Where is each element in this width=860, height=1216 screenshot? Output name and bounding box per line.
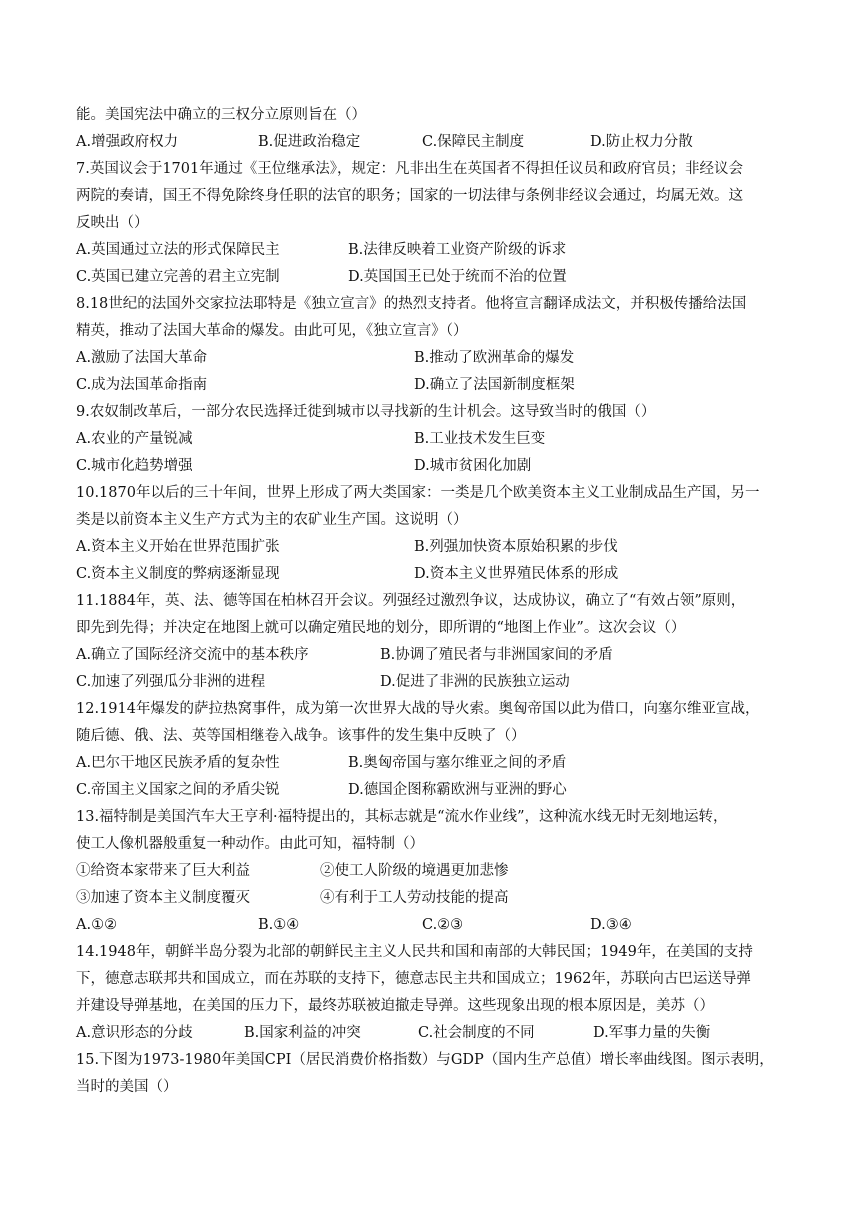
option-c: C.保障民主制度 xyxy=(422,134,525,150)
question-8-stem-line1: 8.18世纪的法国外交家拉法耶特是《独立宣言》的热烈支持者。他将宣言翻译成法文，并积极传播给法国 xyxy=(76,296,747,312)
option-b: B.列强加快资本原始积累的步伐 xyxy=(414,539,618,555)
question-9-options-ab xyxy=(76,426,786,453)
option-b: B.奥匈帝国与塞尔维亚之间的矛盾 xyxy=(348,755,567,771)
question-12-options-ab xyxy=(76,750,786,777)
exam-page xyxy=(76,102,786,1101)
option-d: D.促进了非洲的民族独立运动 xyxy=(380,674,570,690)
question-13-options xyxy=(76,912,786,939)
option-a: A.英国通过立法的形式保障民主 xyxy=(76,242,280,258)
question-11-options-cd xyxy=(76,669,786,696)
question-11-stem-line1: 11.1884年，英、法、德等国在柏林召开会议。列强经过激烈争议，达成协议，确立了“有效占领”原则， xyxy=(76,593,746,609)
option-b: B.推动了欧洲革命的爆发 xyxy=(414,350,575,366)
option-a: A.确立了国际经济交流中的基本秩序 xyxy=(76,647,309,663)
question-6-options xyxy=(76,129,786,156)
question-14-options xyxy=(76,1020,786,1047)
option-a: A.①② xyxy=(76,917,118,933)
option-d: D.英国国王已处于统而不治的位置 xyxy=(348,269,567,285)
question-7-options-ab xyxy=(76,237,786,264)
option-b: B.促进政治稳定 xyxy=(258,134,361,150)
option-c: C.城市化趋势增强 xyxy=(76,458,193,474)
option-a: A.资本主义开始在世界范围扩张 xyxy=(76,539,280,555)
option-b: B.①④ xyxy=(258,917,300,933)
option-d: D.德国企图称霸欧洲与亚洲的野心 xyxy=(348,782,567,798)
option-a: A.意识形态的分歧 xyxy=(76,1025,193,1041)
question-11-stem-line2: 即先到先得；并决定在地图上就可以确定殖民地的划分，即所谓的“地图上作业”。这次会议（） xyxy=(76,620,686,636)
option-d: D.确立了法国新制度框架 xyxy=(414,377,575,393)
question-14-stem-line3: 并建设导弹基地，在美国的压力下，最终苏联被迫撤走导弹。这些现象出现的根本原因是，美苏（） xyxy=(76,998,714,1014)
option-a: A.增强政府权力 xyxy=(76,134,179,150)
option-d: D.③④ xyxy=(590,917,632,933)
option-c: C.英国已建立完善的君主立宪制 xyxy=(76,269,280,285)
question-12-stem-line1: 12.1914年爆发的萨拉热窝事件，成为第一次世界大战的导火索。奥匈帝国以此为借口，向塞尔维亚宣战， xyxy=(76,701,760,717)
question-10-options-cd xyxy=(76,561,786,588)
question-15-stem-line2: 当时的美国（） xyxy=(76,1079,178,1095)
item-4: ④有利于工人劳动技能的提高 xyxy=(320,890,509,906)
option-a: A.巴尔干地区民族矛盾的复杂性 xyxy=(76,755,280,771)
option-a: A.激励了法国大革命 xyxy=(76,350,208,366)
question-9-options-cd xyxy=(76,453,786,480)
option-c: C.社会制度的不同 xyxy=(418,1025,535,1041)
option-c: C.成为法国革命指南 xyxy=(76,377,208,393)
option-b: B.法律反映着工业资产阶级的诉求 xyxy=(348,242,567,258)
question-13-items-34 xyxy=(76,885,786,912)
option-d: D.资本主义世界殖民体系的形成 xyxy=(414,566,619,582)
question-7-options-cd xyxy=(76,264,786,291)
question-7-stem-line3: 反映出（） xyxy=(76,215,149,231)
question-11-options-ab xyxy=(76,642,786,669)
question-12-options-cd xyxy=(76,777,786,804)
option-c: C.资本主义制度的弊病逐渐显现 xyxy=(76,566,280,582)
option-d: D.军事力量的失衡 xyxy=(593,1025,711,1041)
question-12-stem-line2: 随后德、俄、法、英等国相继卷入战争。该事件的发生集中反映了（） xyxy=(76,728,526,744)
question-13-items-12 xyxy=(76,858,786,885)
question-8-options-cd xyxy=(76,372,786,399)
question-14-stem-line1: 14.1948年，朝鲜半岛分裂为北部的朝鲜民主主义人民共和国和南部的大韩民国；1949年，在美国的支持 xyxy=(76,944,753,960)
question-6-stem: 能。美国宪法中确立的三权分立原则旨在（） xyxy=(76,107,366,123)
question-15-stem-line1: 15.下图为1973-1980年美国CPI（居民消费价格指数）与GDP（国内生产总值）增长率曲线图。图示表明， xyxy=(76,1052,774,1068)
question-13-stem-line2: 使工人像机器般重复一种动作。由此可知，福特制（） xyxy=(76,836,424,852)
option-c: C.加速了列强瓜分非洲的进程 xyxy=(76,674,266,690)
question-7-stem-line1: 7.英国议会于1701年通过《王位继承法》，规定：凡非出生在英国者不得担任议员和政府官员；非经议会 xyxy=(76,161,743,177)
question-9-stem: 9.农奴制改革后，一部分农民选择迁徙到城市以寻找新的生计机会。这导致当时的俄国（） xyxy=(76,404,656,420)
option-b: B.国家利益的冲突 xyxy=(244,1025,361,1041)
question-10-options-ab xyxy=(76,534,786,561)
question-8-stem-line2: 精英，推动了法国大革命的爆发。由此可见，《独立宣言》（） xyxy=(76,323,468,339)
item-3: ③加速了资本主义制度覆灭 xyxy=(76,890,250,906)
option-d: D.防止权力分散 xyxy=(590,134,693,150)
option-c: C.帝国主义国家之间的矛盾尖锐 xyxy=(76,782,280,798)
option-c: C.②③ xyxy=(422,917,464,933)
question-8-options-ab xyxy=(76,345,786,372)
question-10-stem-line1: 10.1870年以后的三十年间，世界上形成了两大类国家：一类是几个欧美资本主义工业制成品生产国，另一 xyxy=(76,485,760,501)
item-2: ②使工人阶级的境遇更加悲惨 xyxy=(320,863,509,879)
question-13-stem-line1: 13.福特制是美国汽车大王亨利·福特提出的，其标志就是“流水作业线”，这种流水线无时无刻地运转， xyxy=(76,809,728,825)
item-1: ①给资本家带来了巨大利益 xyxy=(76,863,250,879)
option-b: B.工业技术发生巨变 xyxy=(414,431,546,447)
question-14-stem-line2: 下，德意志联邦共和国成立，而在苏联的支持下，德意志民主共和国成立；1962年，苏联向古巴运送导弹 xyxy=(76,971,751,987)
question-10-stem-line2: 类是以前资本主义生产方式为主的农矿业生产国。这说明（） xyxy=(76,512,468,528)
option-a: A.农业的产量锐减 xyxy=(76,431,193,447)
option-b: B.协调了殖民者与非洲国家间的矛盾 xyxy=(380,647,613,663)
option-d: D.城市贫困化加剧 xyxy=(414,458,532,474)
question-7-stem-line2: 两院的奏请，国王不得免除终身任职的法官的职务；国家的一切法律与条例非经议会通过，均属无效。这 xyxy=(76,188,743,204)
